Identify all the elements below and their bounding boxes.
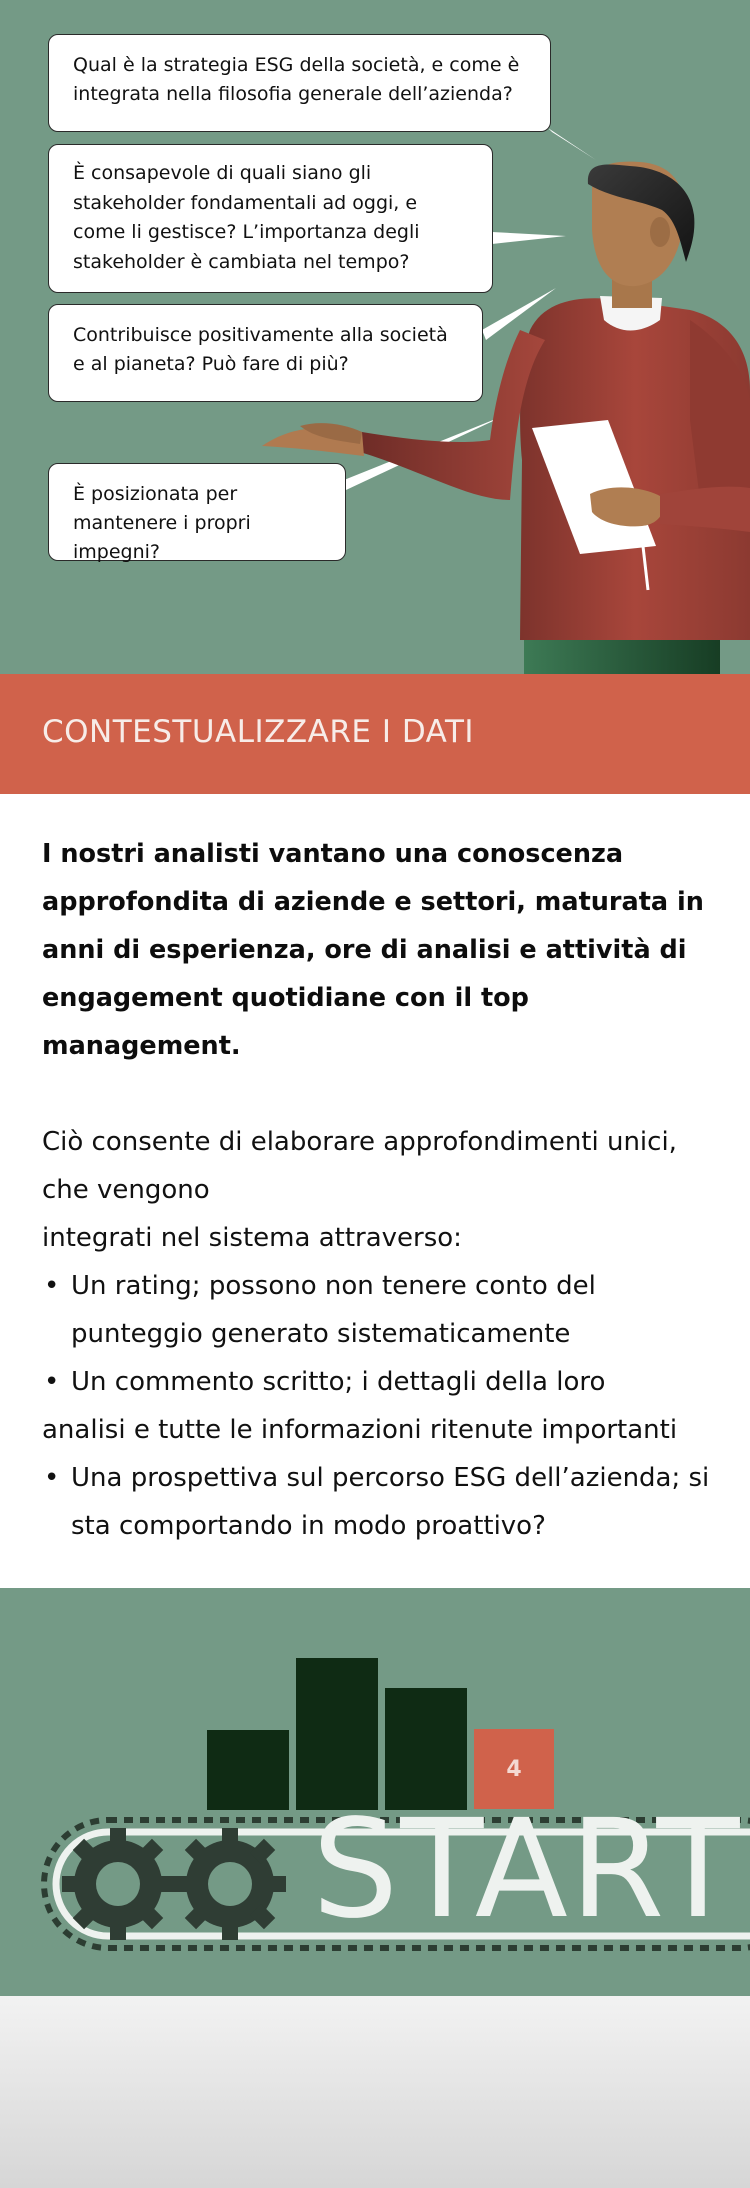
lead-text: Ciò consente di elaborare approfondimenti unici, che vengono [42, 1127, 677, 1205]
bullet-text: Un rating; possono non tenere conto del punteggio generato sistematicamente [71, 1271, 596, 1349]
question-bubble [48, 463, 346, 561]
question-bubble [48, 144, 493, 293]
bullet-icon: • [44, 1271, 60, 1301]
lead-text-continued: integrati nel sistema attraverso: [42, 1223, 462, 1253]
gear-icon [62, 1828, 174, 1940]
bullet-item [42, 1358, 722, 1406]
start-label: START [312, 1791, 742, 1949]
bullet-text: Un commento scritto; i dettagli della loro [71, 1367, 606, 1397]
start-illustration [0, 1588, 750, 1996]
bullet-icon: • [44, 1367, 60, 1397]
page-footer-background [0, 1996, 750, 2188]
bullet-icon: • [44, 1463, 60, 1493]
bullet-item [42, 1454, 722, 1550]
section-title: CONTESTUALIZZARE I DATI [42, 714, 475, 750]
step-number-badge: 4 [506, 1756, 522, 1782]
main-content [42, 830, 722, 1550]
speech-pointer [492, 232, 566, 244]
question-bubble [48, 34, 551, 132]
intro-paragraph: I nostri analisti vantano una conoscenza approfondita di aziende e settori, maturata in anni di esperienza, ore di analisi e attività di engagement quotidiane con il top management. [42, 839, 704, 1061]
bullet-continuation: analisi e tutte le informazioni ritenute importanti [42, 1415, 678, 1445]
bullet-text: Una prospettiva sul percorso ESG dell’azienda; si sta comportando in modo proattivo? [71, 1463, 710, 1541]
bullet-item [42, 1262, 722, 1358]
gear-icon [174, 1828, 286, 1940]
question-text: È consapevole di quali siano gli stakeholder fondamentali ad oggi, e come li gestisce? L’importanza degli stakeholder è cambiata nel tempo? [73, 162, 420, 273]
section-header [0, 674, 750, 794]
bar-block [296, 1658, 378, 1810]
bar-block [207, 1730, 289, 1810]
question-text: Qual è la strategia ESG della società, e come è integrata nella filosofia generale dell’azienda? [73, 54, 520, 105]
speech-pointer [548, 128, 596, 160]
body-text [42, 1118, 722, 1550]
question-bubble [48, 304, 483, 402]
hero-illustration [0, 0, 750, 674]
question-text: Contribuisce positivamente alla società e al pianeta? Può fare di più? [73, 324, 448, 375]
question-text: È posizionata per mantenere i propri impegni? [73, 483, 251, 563]
